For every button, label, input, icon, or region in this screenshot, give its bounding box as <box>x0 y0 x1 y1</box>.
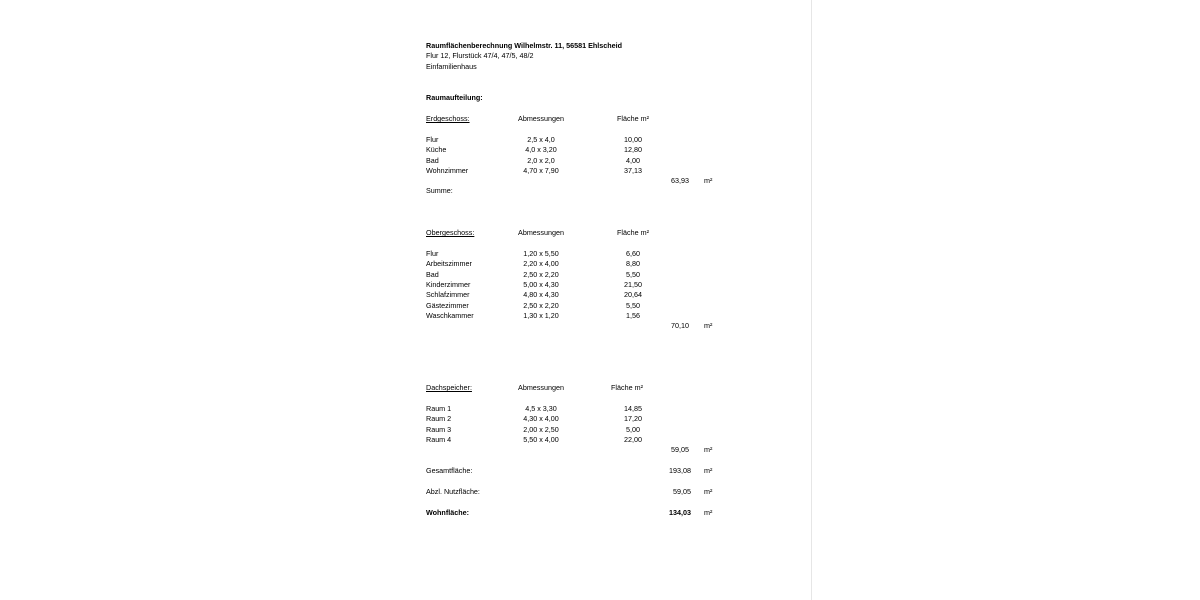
room-area: 20,64 <box>624 290 642 300</box>
unit-label: m² <box>704 466 713 475</box>
obergeschoss-heading: Obergeschoss: <box>426 228 475 237</box>
room-area: 5,50 <box>626 269 640 279</box>
summary-label: Abzl. Nutzfläche: <box>426 487 480 496</box>
room-area: 14,85 <box>624 404 642 413</box>
obergeschoss-col-area: Fläche m² <box>617 228 649 237</box>
room-area: 5,00 <box>626 424 640 434</box>
sum-label: Summe: <box>426 186 453 195</box>
room-dimensions: 2,0 x 2,0 <box>527 155 555 165</box>
room-name: Waschkammer <box>426 310 474 320</box>
unit-label: m² <box>704 445 713 454</box>
unit-label: m² <box>704 321 713 330</box>
room-area: 17,20 <box>624 414 642 424</box>
unit-label: m² <box>704 176 713 185</box>
summary-value: 193,08 <box>669 466 691 475</box>
room-dimensions: 2,5 x 4,0 <box>527 135 555 144</box>
room-name: Flur <box>426 249 439 258</box>
building-type: Einfamilienhaus <box>426 62 477 71</box>
room-area: 37,13 <box>624 165 642 175</box>
room-dimensions: 2,00 x 2,50 <box>523 424 559 434</box>
room-area: 6,60 <box>626 249 640 258</box>
dachspeicher-total: 59,05 <box>671 445 689 454</box>
room-dimensions: 4,80 x 4,30 <box>523 290 559 300</box>
room-dimensions: 4,5 x 3,30 <box>525 404 557 413</box>
room-dimensions: 1,20 x 5,50 <box>523 249 559 258</box>
erdgeschoss-col-area: Fläche m² <box>617 114 649 123</box>
room-dimensions: 1,30 x 1,20 <box>523 310 559 320</box>
room-area: 1,56 <box>626 310 640 320</box>
room-name: Schlafzimmer <box>426 290 470 300</box>
page-divider <box>811 0 812 600</box>
room-name: Kinderzimmer <box>426 279 471 289</box>
room-name: Gästezimmer <box>426 300 469 310</box>
raumaufteilung-heading: Raumaufteilung: <box>426 93 483 102</box>
obergeschoss-total: 70,10 <box>671 321 689 330</box>
obergeschoss-col-dims: Abmessungen <box>518 228 564 237</box>
summary-label: Wohnfläche: <box>426 508 469 517</box>
room-dimensions: 2,50 x 2,20 <box>523 269 559 279</box>
room-area: 8,80 <box>626 259 640 269</box>
summary-value: 134,03 <box>669 508 691 517</box>
room-dimensions: 4,70 x 7,90 <box>523 165 559 175</box>
summary-label: Gesamtfläche: <box>426 466 473 475</box>
room-name: Wohnzimmer <box>426 165 469 175</box>
dachspeicher-col-dims: Abmessungen <box>518 383 564 392</box>
erdgeschoss-col-dims: Abmessungen <box>518 114 564 123</box>
room-dimensions: 2,20 x 4,00 <box>523 259 559 269</box>
room-name: Küche <box>426 145 447 155</box>
summary-value: 59,05 <box>673 487 691 496</box>
document-title: Raumflächenberechnung Wilhelmstr. 11, 56581 Ehlscheid <box>426 41 623 50</box>
room-dimensions: 4,30 x 4,00 <box>523 414 559 424</box>
unit-label: m² <box>704 508 713 517</box>
room-name: Flur <box>426 135 439 144</box>
dachspeicher-heading: Dachspeicher: <box>426 383 472 392</box>
erdgeschoss-heading: Erdgeschoss: <box>426 114 470 123</box>
room-dimensions: 5,00 x 4,30 <box>523 279 559 289</box>
room-area: 10,00 <box>624 135 642 144</box>
room-name: Raum 4 <box>426 434 452 444</box>
room-dimensions: 5,50 x 4,00 <box>523 434 559 444</box>
room-area: 4,00 <box>626 155 640 165</box>
room-dimensions: 2,50 x 2,20 <box>523 300 559 310</box>
room-name: Arbeitszimmer <box>426 259 472 269</box>
erdgeschoss-total: 63,93 <box>671 176 689 185</box>
room-name: Bad <box>426 155 439 165</box>
room-area: 22,00 <box>624 434 642 444</box>
dachspeicher-col-area: Fläche m² <box>611 383 643 392</box>
room-area: 5,50 <box>626 300 640 310</box>
room-area: 21,50 <box>624 279 642 289</box>
parcel-info: Flur 12, Flurstück 47/4, 47/5, 48/2 <box>426 51 534 60</box>
room-dimensions: 4,0 x 3,20 <box>525 145 557 155</box>
room-name: Bad <box>426 269 439 279</box>
room-area: 12,80 <box>624 145 642 155</box>
room-name: Raum 2 <box>426 414 452 424</box>
room-name: Raum 3 <box>426 424 452 434</box>
unit-label: m² <box>704 487 713 496</box>
room-name: Raum 1 <box>426 404 452 413</box>
